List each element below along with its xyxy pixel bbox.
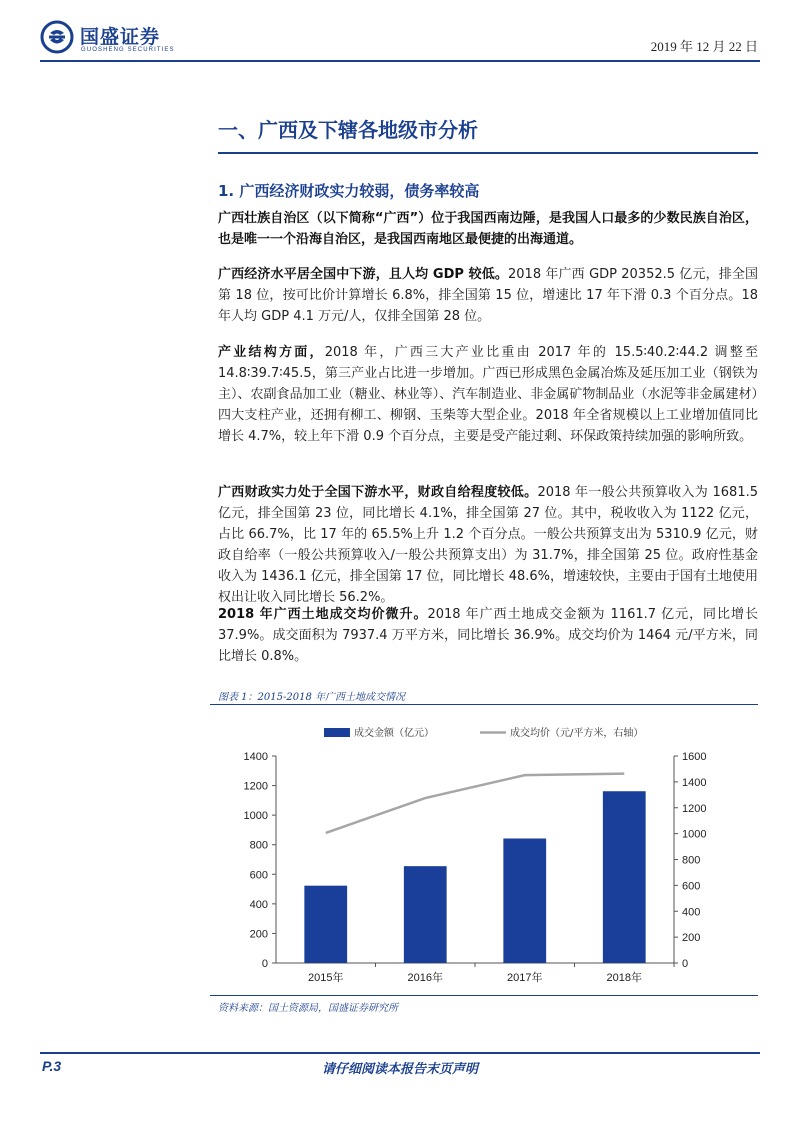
report-date: 2019 年 12 月 22 日 [650,39,758,54]
legend-line-label: 成交均价（元/平方米，右轴） [510,728,644,739]
figure-top-rule [210,704,758,705]
paragraph-text: 2018 年一般公共预算收入为 1681.5 亿元，排全国第 23 位，同比增长 4.1%，排全国第 27 位。其中，税收收入为 1122 亿元，占比 66.7%，比 17 年的 65.5%上升 1.2 个百分点。一般公共预算支出为 5310.9 亿元，财政自给率（一般公共预算收入/一般公共预算支出）为 31.7%，排全国第 25 位。政府性基金收入为 1436.1 亿元，排全国第 17 位，同比增长 48.6%，增速较快，主要由于国有土地使用权出让收入同比增长 56.2%。 [218,485,758,605]
paragraph-fiscal [218,482,758,608]
legend-bar-swatch [324,728,350,737]
paragraph-bold: 广西壮族自治区（以下简称“广西”）位于我国西南边陲，是我国人口最多的少数民族自治区，也是唯一一个沿海自治区，是我国西南地区最便捷的出海通道。 [218,211,758,247]
y-right-tick-label: 1200 [682,802,707,815]
paragraph-land [218,604,758,667]
paragraph-industry [218,342,758,447]
paragraph-bold: 广西经济水平居全国中下游，且人均 GDP 较低。 [218,267,509,282]
y-left-tick-label: 400 [249,898,268,911]
y-left-tick-label: 0 [261,958,268,970]
y-left-tick-label: 600 [249,869,268,882]
y-right-tick-label: 1600 [682,751,707,763]
figure-bottom-rule [210,995,758,996]
footer-disclaimer: 请仔细阅读本报告末页声明 [321,1062,478,1077]
y-right-tick-label: 1000 [682,828,707,841]
footer-divider [40,1052,760,1054]
bar-transaction-amount [304,886,347,963]
logo [40,20,220,56]
paragraph-economy [218,264,758,327]
y-right-tick-label: 0 [682,958,689,970]
paragraph-bold: 2018 年广西土地成交均价微升。 [218,607,428,622]
figure-title: 图表 1：2015-2018 年广西土地成交情况 [218,692,405,703]
paragraph-text: 2018 年广西 GDP 20352.5 亿元，排全国第 18 位，按可比价计算增长 6.8%，排全国第 15 位，增速比 17 年下滑 0.3 个百分点。18 年人均 GDP 4.1 万元/人，仅排全国第 28 位。 [218,267,759,324]
sub-title: 1. 广西经济财政实力较弱，债务率较高 [218,182,480,200]
y-left-tick-label: 200 [249,928,268,941]
y-right-tick-label: 200 [682,932,701,945]
figure-source: 资料来源：国土资源局，国盛证券研究所 [218,1003,398,1014]
x-tick-label: 2015年 [308,972,344,984]
bar-transaction-amount [404,866,447,963]
x-tick-label: 2016年 [407,972,443,984]
plot-area [244,751,707,984]
paragraph-intro [218,208,758,250]
y-left-tick-label: 1000 [243,810,268,823]
paragraph-bold: 广西财政实力处于全国下游水平，财政自给程度较低。 [218,485,538,500]
page-number: P.3 [42,1058,62,1074]
land-transaction-chart [210,706,758,994]
paragraph-text: 2018 年，广西三大产业比重由 2017 年的 15.5∶40.2∶44.2 调整至 14.8∶39.7∶45.5，第三产业占比进一步增加。广西已形成黑色金属冶炼及延压加工业（钢铁为主）、农副食品加工业（糖业、林业等）、汽车制造业、非金属矿物制品业（水泥等非金属建材）四大支柱产业，还拥有柳工、柳钢、玉柴等大型企业。2018 年全省规模以上工业增加值同比增长 4.7%，较上年下滑 0.9 个百分点，主要是受产能过剩、环保政策持续加强的影响所致。 [218,345,758,444]
y-left-tick-label: 1400 [243,751,268,763]
logo-text-cn: 国盛证券 [80,26,161,48]
bar-transaction-amount [603,791,646,963]
chart-svg [210,706,758,994]
header-divider [40,60,760,62]
logo-text-en: GUOSHENG SECURITIES [81,47,175,53]
bar-transaction-amount [503,839,546,963]
page-header [0,0,800,62]
y-right-tick-label: 400 [682,906,701,919]
paragraph-text: 2018 年广西土地成交金额为 1161.7 亿元，同比增长 37.9%。成交面积为 7937.4 万平方米，同比增长 36.9%。成交均价为 1464 元/平方米，同比增长 0.8%。 [218,607,758,664]
y-left-tick-label: 1200 [243,780,268,793]
y-right-tick-label: 1400 [682,776,707,789]
section-title: 一、广西及下辖各地级市分析 [218,118,478,142]
line-average-price [326,774,625,833]
chart-legend [324,726,643,739]
y-left-tick-label: 800 [249,839,268,852]
legend-bar-label: 成交金额（亿元） [354,728,434,739]
section-divider [218,152,758,154]
paragraph-bold: 产业结构方面， [218,345,325,360]
logo-mark-icon [40,20,74,54]
x-tick-label: 2017年 [507,972,543,984]
y-right-tick-label: 800 [682,854,701,867]
x-tick-label: 2018年 [606,972,642,984]
y-right-tick-label: 600 [682,880,701,893]
